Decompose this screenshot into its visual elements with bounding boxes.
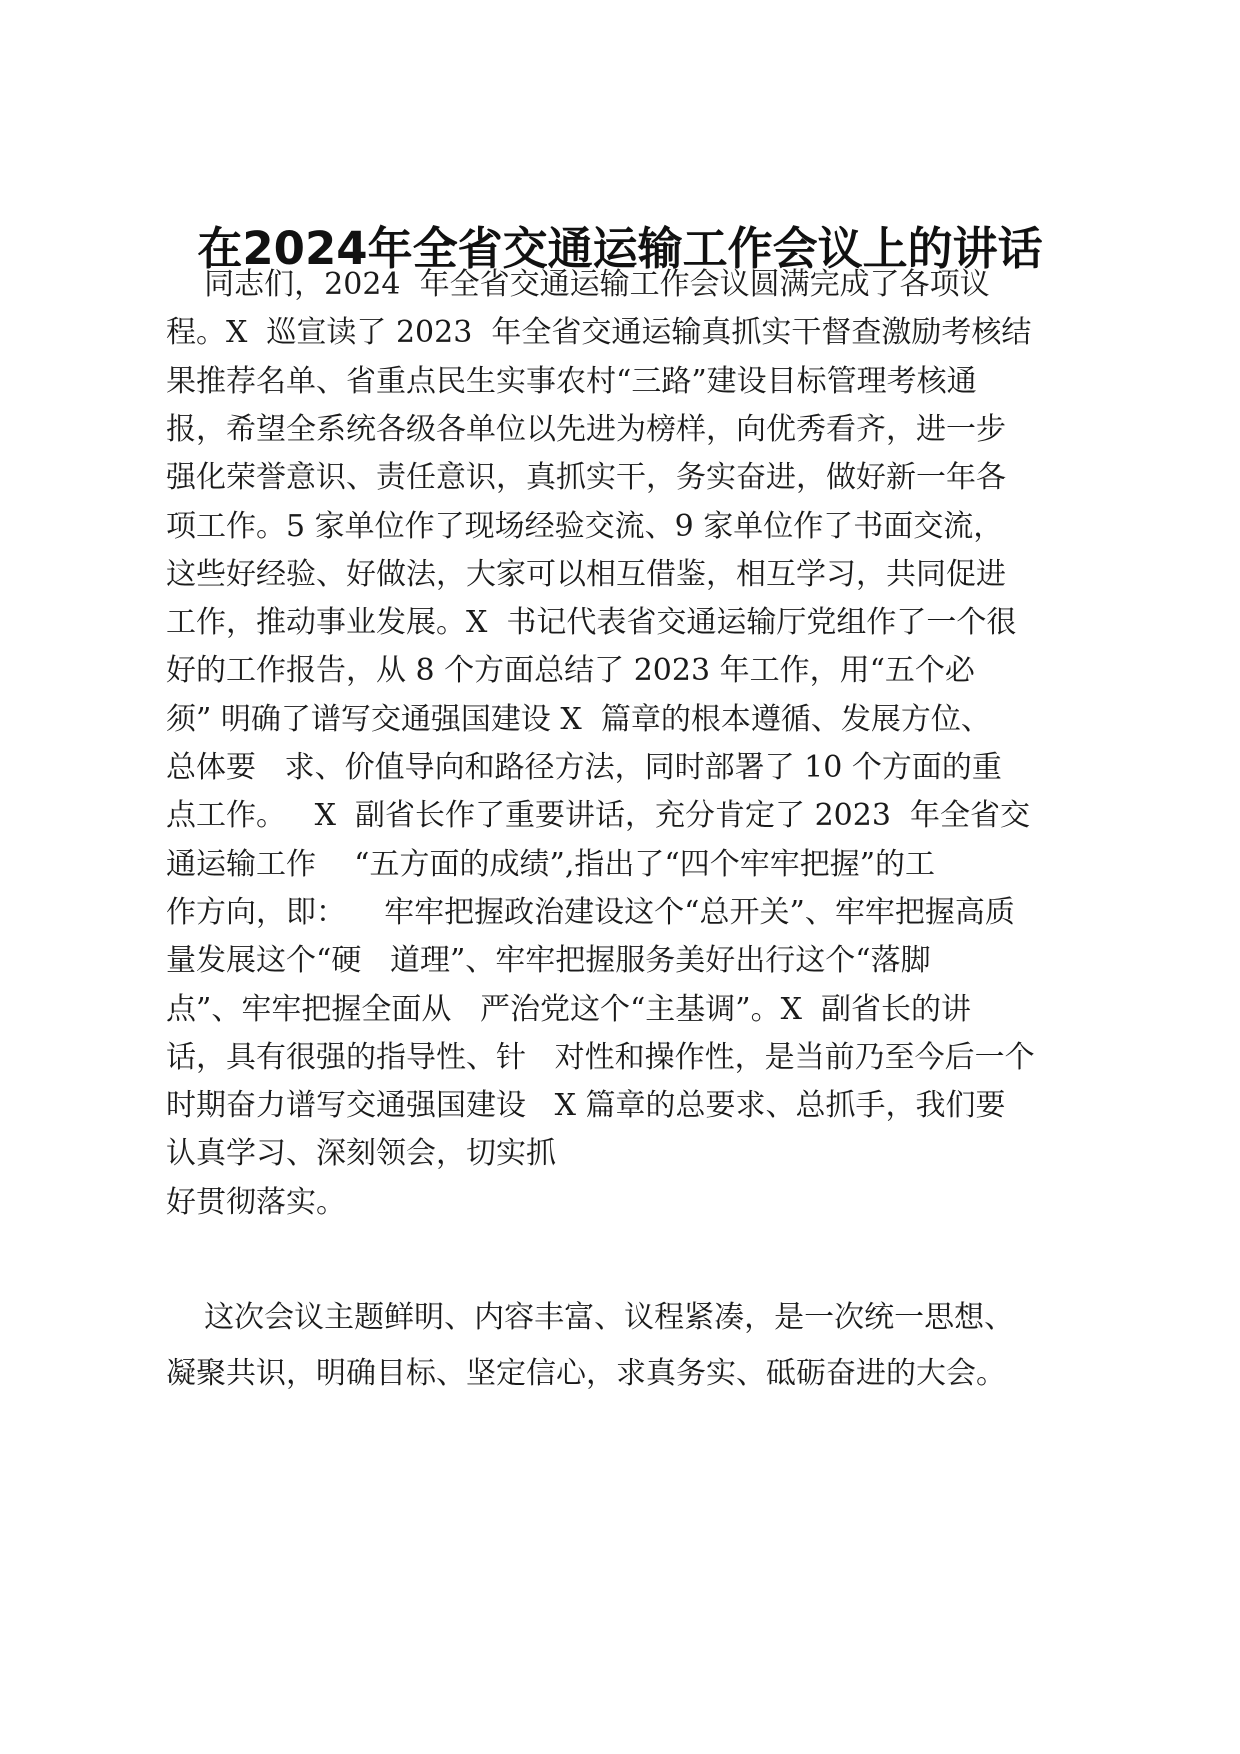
paragraph-1-line: 工作，推动事业发展。X 书记代表省交通运输厅党组作了一个很 [166,605,1017,641]
paragraph-1-line: 程。X 巡宣读了 2023 年全省交通运输真抓实干督查激励考核结 [166,315,1032,351]
paragraph-1-line: 这些好经验、好做法，大家可以相互借鉴，相互学习，共同促进 [166,556,1006,592]
paragraph-1-line: 通运输工作 “五方面的成绩”,指出了“四个牢牢把握”的工 [166,846,936,882]
paragraph-1-line: 须” 明确了谱写交通强国建设 X 篇章的根本遵循、发展方位、 [166,701,991,737]
paragraph-2-line: 这次会议主题鲜明、内容丰富、议程紧凑，是一次统一思想、 [166,1300,1015,1335]
paragraph-1-line: 时期奋力谱写交通强国建设 X 篇章的总要求、总抓手，我们要 [166,1088,1006,1124]
paragraph-1-line: 同志们，2024 年全省交通运输工作会议圆满完成了各项议 [166,267,990,302]
paragraph-1-line: 果推荐名单、省重点民生实事农村“三路”建设目标管理考核通 [166,363,977,399]
paragraph-1-line: 认真学习、深刻领会，切实抓 [166,1136,556,1172]
paragraph-1-line: 点工作。 X 副省长作了重要讲话，充分肯定了 2023 年全省交 [166,798,1030,834]
paragraph-1-line: 话，具有很强的指导性、针 对性和操作性，是当前乃至今后一个 [166,1039,1035,1075]
document-title: 在2024年全省交通运输工作会议上的讲话 [197,222,1043,275]
paragraph-1-line: 强化荣誉意识、责任意识，真抓实干，务实奋进，做好新一年各 [166,460,1006,496]
paragraph-1-line: 项工作。5 家单位作了现场经验交流、9 家单位作了书面交流， [166,508,1004,544]
paragraph-1-line: 好贯彻落实。 [166,1184,346,1220]
paragraph-1-line: 点”、牢牢把握全面从 严治党这个“主基调”。X 副省长的讲 [166,991,972,1027]
paragraph-1-line: 好的工作报告，从 8 个方面总结了 2023 年工作，用“五个必 [166,653,975,689]
paragraph-1-line: 报，希望全系统各级各单位以先进为榜样，向优秀看齐，进一步 [166,411,1006,447]
paragraph-1-line: 总体要 求、价值导向和路径方法，同时部署了 10 个方面的重 [166,750,1002,785]
paragraph-2-line: 凝聚共识，明确目标、坚定信心，求真务实、砥砺奋进的大会。 [166,1356,1006,1391]
paragraph-1-line: 量发展这个“硬 道理”、牢牢把握服务美好出行这个“落脚 [166,943,931,979]
paragraph-1-line: 作方向，即： 牢牢把握政治建设这个“总开关”、牢牢把握高质 [166,894,1015,930]
